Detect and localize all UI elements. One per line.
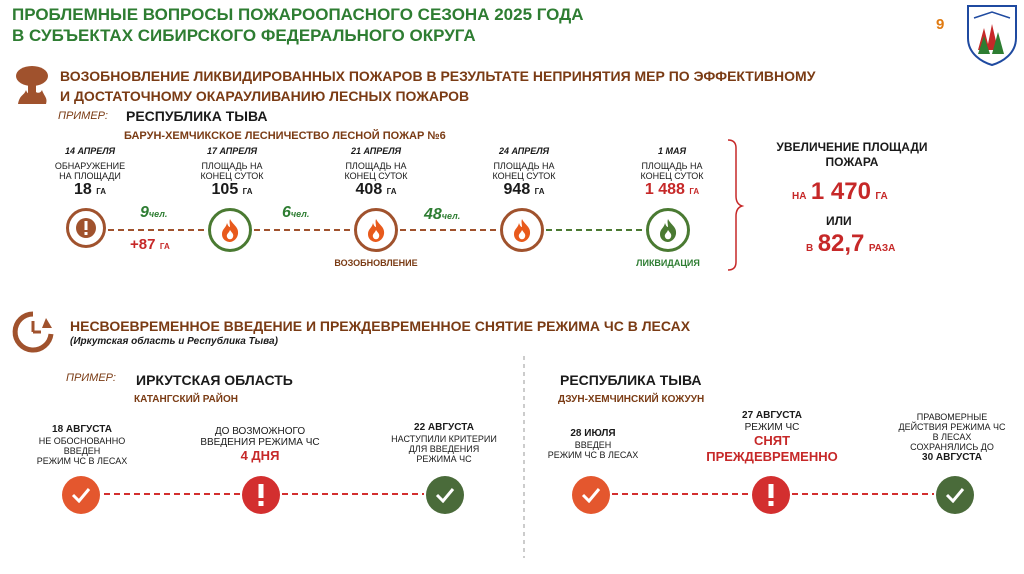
left-check-icon (62, 476, 100, 514)
right-item-2-date: 27 АВГУСТА (742, 410, 802, 421)
event-1 (36, 146, 144, 199)
summary-area-value: 1 470 (810, 178, 871, 205)
right-item-1-date: 28 ИЮЛЯ (570, 428, 616, 439)
event-5-icon (646, 208, 690, 252)
left-item-1-line-3: РЕЖИМ ЧС В ЛЕСАХ (36, 456, 128, 466)
event-3-desc-1: ПЛОЩАДЬ НА (345, 161, 407, 171)
label-liquidation: ЛИКВИДАЦИЯ (636, 258, 700, 268)
event-2-unit: ГА (242, 187, 253, 196)
right-item-3-date: 30 АВГУСТА (922, 452, 982, 463)
right-item-1 (534, 428, 652, 460)
event-2-desc-1: ПЛОЩАДЬ НА (201, 161, 263, 171)
event-1-desc-2: НА ПЛОЩАДИ (59, 171, 121, 181)
exclamation-icon (75, 217, 97, 239)
right-item-3-line-4: СОХРАНЯЛИСЬ ДО (910, 442, 994, 452)
summary-or: ИЛИ (826, 214, 852, 228)
event-1-desc-1: ОБНАРУЖЕНИЕ (54, 161, 126, 171)
event-4-unit: ГА (534, 187, 545, 196)
event-2-value: 105 (211, 181, 239, 198)
title-line-2: В СУБЪЕКТАХ СИБИРСКОГО ФЕДЕРАЛЬНОГО ОКРУГА (12, 26, 476, 45)
forestry-name: БАРУН-ХЕМЧИКСКОЕ ЛЕСНИЧЕСТВО ЛЕСНОЙ ПОЖАР №6 (124, 130, 446, 142)
event-4 (470, 146, 578, 199)
small-increase (130, 236, 170, 254)
summary-area-unit: ГА (875, 191, 888, 202)
left-example-label: ПРИМЕР: (66, 372, 116, 384)
left-item-1 (22, 424, 142, 466)
right-item-2-highlight-2: ПРЕЖДЕВРЕМЕННО (706, 449, 838, 464)
event-5-unit: ГА (689, 187, 700, 196)
label-resumption: ВОЗОБНОВЛЕНИЕ (334, 258, 418, 268)
people-count-1 (140, 204, 167, 222)
event-5-value: 1 488 (644, 181, 685, 198)
event-1-icon (66, 208, 106, 248)
small-increase-unit: ГА (159, 242, 170, 251)
section2-subheading: (Иркутская область и Республика Тыва) (70, 336, 278, 347)
people-count-3 (424, 206, 460, 224)
summary-bracket (728, 140, 742, 270)
event-1-date: 14 АПРЕЛЯ (64, 146, 116, 156)
right-item-2-line-1: РЕЖИМ ЧС (744, 422, 800, 433)
summary-title (752, 140, 952, 170)
flame-icon (219, 217, 241, 243)
right-alert-icon (752, 476, 790, 514)
right-check-icon (572, 476, 610, 514)
event-2-icon (208, 208, 252, 252)
event-4-desc-1: ПЛОЩАДЬ НА (493, 161, 555, 171)
event-3-desc-2: КОНЕЦ СУТОК (344, 171, 408, 181)
summary-on: НА (792, 191, 807, 202)
event-5-desc-1: ПЛОЩАДЬ НА (641, 161, 703, 171)
event-4-value: 948 (503, 181, 531, 198)
summary-title-line-1: УВЕЛИЧЕНИЕ ПЛОЩАДИ (776, 140, 928, 154)
summary-title-line-2: ПОЖАРА (825, 155, 879, 169)
right-district: ДЗУН-ХЕМЧИНСКИЙ КОЖУУН (558, 394, 705, 405)
left-item-1-line-1: НЕ ОБОСНОВАННО (38, 436, 126, 446)
page-number: 9 (936, 16, 945, 33)
right-region: РЕСПУБЛИКА ТЫВА (560, 372, 702, 388)
example-label: ПРИМЕР: (58, 110, 108, 122)
right-item-1-line-1: ВВЕДЕН (574, 440, 612, 450)
right-item-3-line-2: ДЕЙСТВИЯ РЕЖИМА ЧС (898, 422, 1006, 432)
left-confirm-icon (426, 476, 464, 514)
flame-icon (365, 217, 387, 243)
right-item-3-line-1: ПРАВОМЕРНЫЕ (916, 412, 988, 422)
event-5 (616, 146, 728, 199)
right-item-3 (884, 412, 1020, 464)
event-4-desc-2: КОНЕЦ СУТОК (492, 171, 556, 181)
clock-icon (12, 310, 54, 356)
small-increase-value: +87 (130, 236, 156, 253)
left-district: КАТАНГСКИЙ РАЙОН (134, 394, 238, 405)
event-2-date: 17 АПРЕЛЯ (206, 146, 258, 156)
title-line-1: ПРОБЛЕМНЫЕ ВОПРОСЫ ПОЖАРООПАСНОГО СЕЗОНА 2025 ГОДА (12, 5, 584, 24)
event-5-desc-2: КОНЕЦ СУТОК (640, 171, 704, 181)
left-item-1-date: 18 АВГУСТА (52, 424, 112, 435)
section1-heading-line-2: И ДОСТАТОЧНОМУ ОКАРАУЛИВАНИЮ ЛЕСНЫХ ПОЖАРОВ (60, 88, 470, 104)
right-item-1-line-2: РЕЖИМ ЧС В ЛЕСАХ (547, 450, 639, 460)
event-3-icon (354, 208, 398, 252)
event-5-date: 1 МАЯ (657, 146, 687, 156)
right-item-2-highlight-1: СНЯТ (753, 433, 791, 448)
summary-times-unit: РАЗА (868, 243, 896, 254)
right-item-3-line-3: В ЛЕСАХ (932, 432, 972, 442)
left-item-2 (180, 426, 340, 463)
event-3-unit: ГА (386, 187, 397, 196)
summary-in: В (806, 243, 814, 254)
left-item-1-line-2: ВВЕДЕН (63, 446, 101, 456)
people-count-1-value: 9 (140, 204, 149, 221)
event-3-date: 21 АПРЕЛЯ (350, 146, 402, 156)
event-4-icon (500, 208, 544, 252)
event-3 (322, 146, 430, 199)
event-2 (178, 146, 286, 199)
section1-heading-line-1: ВОЗОБНОВЛЕНИЕ ЛИКВИДИРОВАННЫХ ПОЖАРОВ В РЕЗУЛЬТАТЕ НЕПРИНЯТИЯ МЕР ПО ЭФФЕКТИВНОМУ (60, 68, 816, 84)
summary-times (806, 230, 895, 258)
people-count-2-unit: чел. (290, 209, 310, 219)
event-1-unit: ГА (96, 187, 107, 196)
left-item-2-line-1: ДО ВОЗМОЖНОГО (214, 426, 306, 437)
left-item-3 (384, 422, 504, 464)
left-item-2-line-2: ВВЕДЕНИЯ РЕЖИМА ЧС (200, 437, 320, 448)
region-name: РЕСПУБЛИКА ТЫВА (126, 108, 268, 124)
people-count-1-unit: чел. (148, 209, 168, 219)
left-item-3-date: 22 АВГУСТА (414, 422, 474, 433)
left-item-3-line-1: НАСТУПИЛИ КРИТЕРИИ (391, 434, 497, 444)
summary-area (792, 178, 888, 206)
left-region: ИРКУТСКАЯ ОБЛАСТЬ (136, 372, 293, 388)
left-item-3-line-2: ДЛЯ ВВЕДЕНИЯ (408, 444, 480, 454)
event-4-date: 24 АПРЕЛЯ (498, 146, 550, 156)
left-alert-icon (242, 476, 280, 514)
event-1-value: 18 (73, 181, 92, 198)
right-confirm-icon (936, 476, 974, 514)
left-item-3-line-3: РЕЖИМА ЧС (416, 454, 472, 464)
people-count-2 (282, 204, 309, 222)
event-3-value: 408 (355, 181, 383, 198)
flame-icon (511, 217, 533, 243)
flame-icon (657, 217, 679, 243)
right-item-2 (690, 410, 854, 465)
people-count-3-value: 48 (424, 206, 442, 223)
people-count-3-unit: чел. (441, 211, 461, 221)
people-count-2-value: 6 (282, 204, 291, 221)
summary-times-value: 82,7 (817, 230, 865, 257)
event-2-desc-2: КОНЕЦ СУТОК (200, 171, 264, 181)
section2-heading: НЕСВОЕВРЕМЕННОЕ ВВЕДЕНИЕ И ПРЕЖДЕВРЕМЕННОЕ СНЯТИЕ РЕЖИМА ЧС В ЛЕСАХ (70, 318, 691, 334)
left-item-2-highlight: 4 ДНЯ (240, 448, 280, 463)
